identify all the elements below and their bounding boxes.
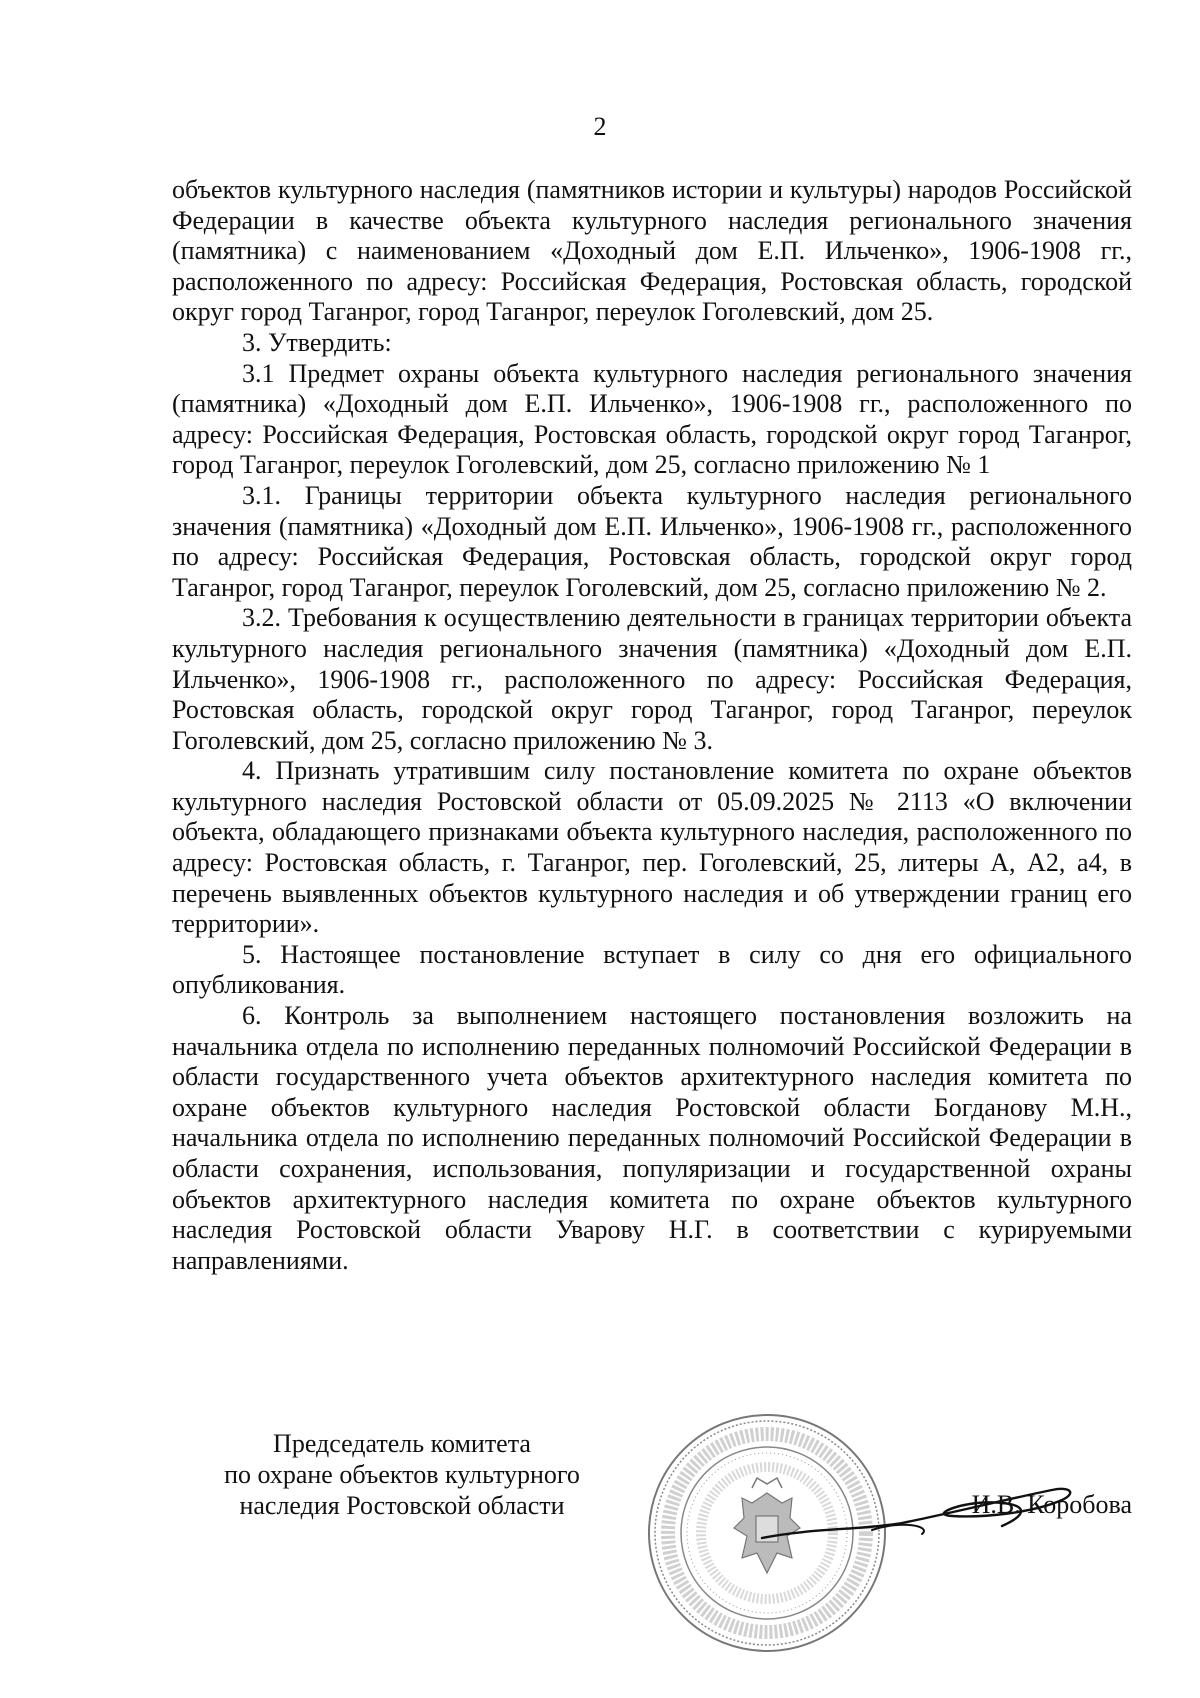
paragraph-item-5: 5. Настоящее постановление вступает в силу со дня его официального опубликования. (172, 939, 1132, 1000)
signatory-title (172, 1428, 632, 1521)
paragraph-item-3-1-boundaries: 3.1. Границы территории объекта культурного наследия регионального значения (памятника) «Доходный дом Е.П. Ильченко», 1906-1908 гг., расположенного по адресу: Российская Федерация, Ростовская область, городской округ город Таганрог, город Таганрог, переулок Гоголевский, дом 25, согласно приложению № 2. (172, 480, 1132, 602)
document-body (172, 175, 1132, 1276)
signatory-title-line: наследия Ростовской области (239, 1491, 565, 1520)
paragraph-item-6: 6. Контроль за выполнением настоящего постановления возложить на начальника отдела по исполнению переданных полномочий Российской Федерации в области государственного учета объектов архитектурного наследия комитета по охране объектов культурного наследия Ростовской области Богданову М.Н., начальника отдела по исполнению переданных полномочий Российской Федерации в области сохранения, использования, популяризации и государственной охраны объектов архитектурного наследия комитета по охране объектов культурного наследия Ростовской области Уварову Н.Г. в соответствии с курируемыми направлениями. (172, 1001, 1132, 1275)
paragraph-item-3-1-subject: 3.1 Предмет охраны объекта культурного наследия регионального значения (памятника) «Доходный дом Е.П. Ильченко», 1906-1908 гг., расположенного по адресу: Российская Федерация, Ростовская область, городской округ город Таганрог, город Таганрог, переулок Гоголевский, дом 25, согласно приложению № 1 (172, 358, 1132, 480)
signatory-name: И.В. Коробова (971, 1490, 1132, 1519)
paragraph-continuation: объектов культурного наследия (памятников истории и культуры) народов Российской Федерации в качестве объекта культурного наследия регионального значения (памятника) с наименованием «Доходный дом Е.П. Ильченко», 1906-1908 гг., расположенного по адресу: Российская Федерация, Ростовская область, городской округ город Таганрог, город Таганрог, переулок Гоголевский, дом 25. (172, 175, 1132, 327)
paragraph-item-3: 3. Утвердить: (242, 327, 392, 357)
signature-block (172, 1428, 1132, 1668)
signatory-title-line: по охране объектов культурного (224, 1460, 580, 1489)
signatory-title-line: Председатель комитета (273, 1429, 531, 1458)
page-number: 2 (593, 112, 607, 141)
paragraph-item-3-2: 3.2. Требования к осуществлению деятельности в границах территории объекта культурного наследия регионального значения (памятника) «Доходный дом Е.П. Ильченко», 1906-1908 гг., расположенного по адресу: Российская Федерация, Ростовская область, городской округ город Таганрог, город Таганрог, переулок Гоголевский, дом 25, согласно приложению № 3. (172, 603, 1132, 755)
paragraph-item-4: 4. Признать утратившим силу постановление комитета по охране объектов культурного наследия Ростовской области от 05.09.2025 № 2113 «О включении объекта, обладающего признаками объекта культурного наследия, расположенного по адресу: Ростовская область, г. Таганрог, пер. Гоголевский, 25, литеры А, А2, а4, в перечень выявленных объектов культурного наследия и об утверждении границ его территории». (172, 756, 1132, 939)
